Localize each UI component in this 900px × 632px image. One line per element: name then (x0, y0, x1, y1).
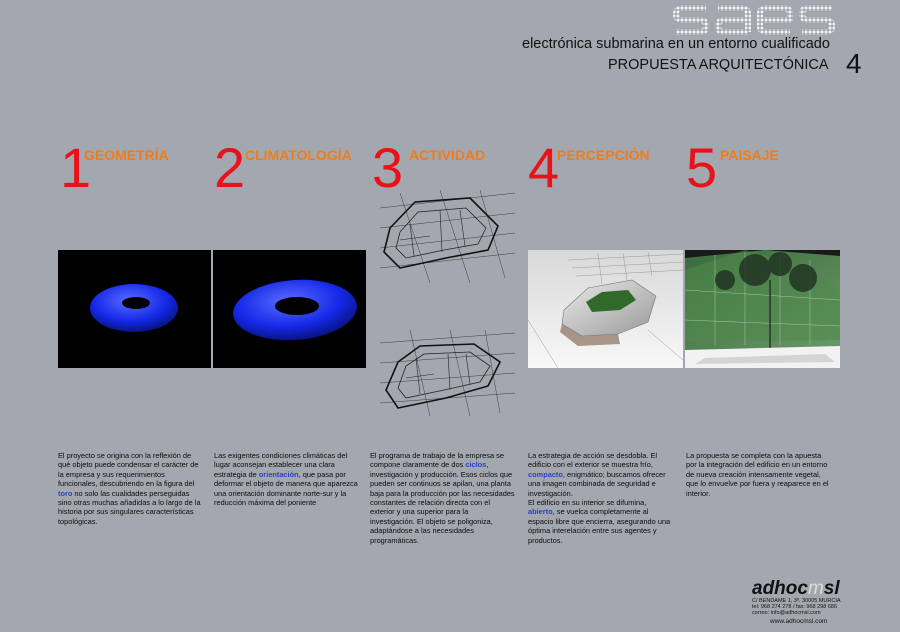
section-title: PROPUESTA ARQUITECTÓNICA (608, 57, 829, 73)
floor-plan-ground (370, 188, 525, 288)
description-1: El proyecto se origina con la reflexión de qué objeto puede condensar el carácter de la empresa y sus requerimientos funcionales, descubriendo en la figura del toro no solo las cualidades perseguidas sino otras muchas añadidas a lo largo de la historia por sus singulares características topológicas. (58, 451, 201, 526)
highlight-orientacion: orientación (258, 469, 299, 479)
footer-website[interactable]: www.adhocmsl.com (770, 618, 828, 625)
building-exterior-render (528, 250, 683, 368)
step-label-percepcion: PERCEPCIÓN (557, 147, 650, 163)
footer-phone: tel: 968 274 278 / fax: 968 298 686 (752, 604, 838, 610)
subtitle: electrónica submarina en un entorno cualificado (522, 36, 830, 52)
landscape-interior-render (685, 250, 840, 368)
description-4-exterior: La estrategia de acción se desdobla. El edificio con el exterior se muestra frío, compacto, enigmático; buscamos ofrecer una imagen combinada de seguridad e investigación. (528, 451, 666, 498)
step-number-1: 1 (60, 136, 92, 199)
step-label-geometria: GEOMETRÍA (84, 147, 169, 163)
saes-logo (672, 2, 844, 38)
step-label-paisaje: PAISAJE (720, 147, 779, 163)
description-4-interior: El edificio en su interior se difumina, abierto, se vuelca completamente al espacio libre que encierra, asegurando una óptima interelación entre sus agentes y productos. (528, 498, 671, 545)
step-number-3: 3 (372, 136, 404, 199)
step-number-2: 2 (214, 136, 246, 199)
step-number-5: 5 (686, 136, 718, 199)
adhocmsl-logo: adhocmsl (752, 578, 840, 599)
highlight-abierto: abierto (528, 507, 553, 517)
footer-address: C/ BENDAME 1, 3º. 30005 MURCIA (752, 598, 841, 604)
highlight-compacto: compacto (528, 469, 563, 479)
footer-email: correo: info@adhocmsl.com (752, 610, 821, 616)
step-label-climatologia: CLIMATOLOGÍA (245, 147, 352, 163)
floor-plan-upper (370, 328, 525, 418)
description-5: La propuesta se completa con la apuesta por la integración del edificio en un entorno de nueva creación intensamente vegetal, que lo envuelve por fuera y reaparece en el interior. (686, 451, 829, 498)
torus-render-2 (213, 250, 366, 368)
highlight-ciclos: ciclos (465, 460, 487, 470)
page-number: 4 (846, 48, 862, 79)
torus-render-1 (58, 250, 211, 368)
step-number-4: 4 (528, 136, 560, 199)
highlight-toro: toro (58, 488, 73, 498)
description-2: Las exigentes condiciones climáticas del lugar aconsejan establecer una clara estrategia de orientación, que pasa por deformar el objeto de manera que aparezca una orientación dominante norte-sur y la reducción máxima del poniente (214, 451, 358, 508)
description-3: El programa de trabajo de la empresa se compone claramente de dos ciclos, investigación y producción. Esos ciclos que pueden ser continuos se apilan, una planta baja para la producción por las necesidades constantes de relación directa con el exterior y una superior para la investigación. El objeto se poligoniza, adaptándose a las necesidades programáticas. (370, 451, 515, 545)
description-4 (528, 451, 673, 545)
step-label-actividad: ACTIVIDAD (409, 147, 486, 163)
